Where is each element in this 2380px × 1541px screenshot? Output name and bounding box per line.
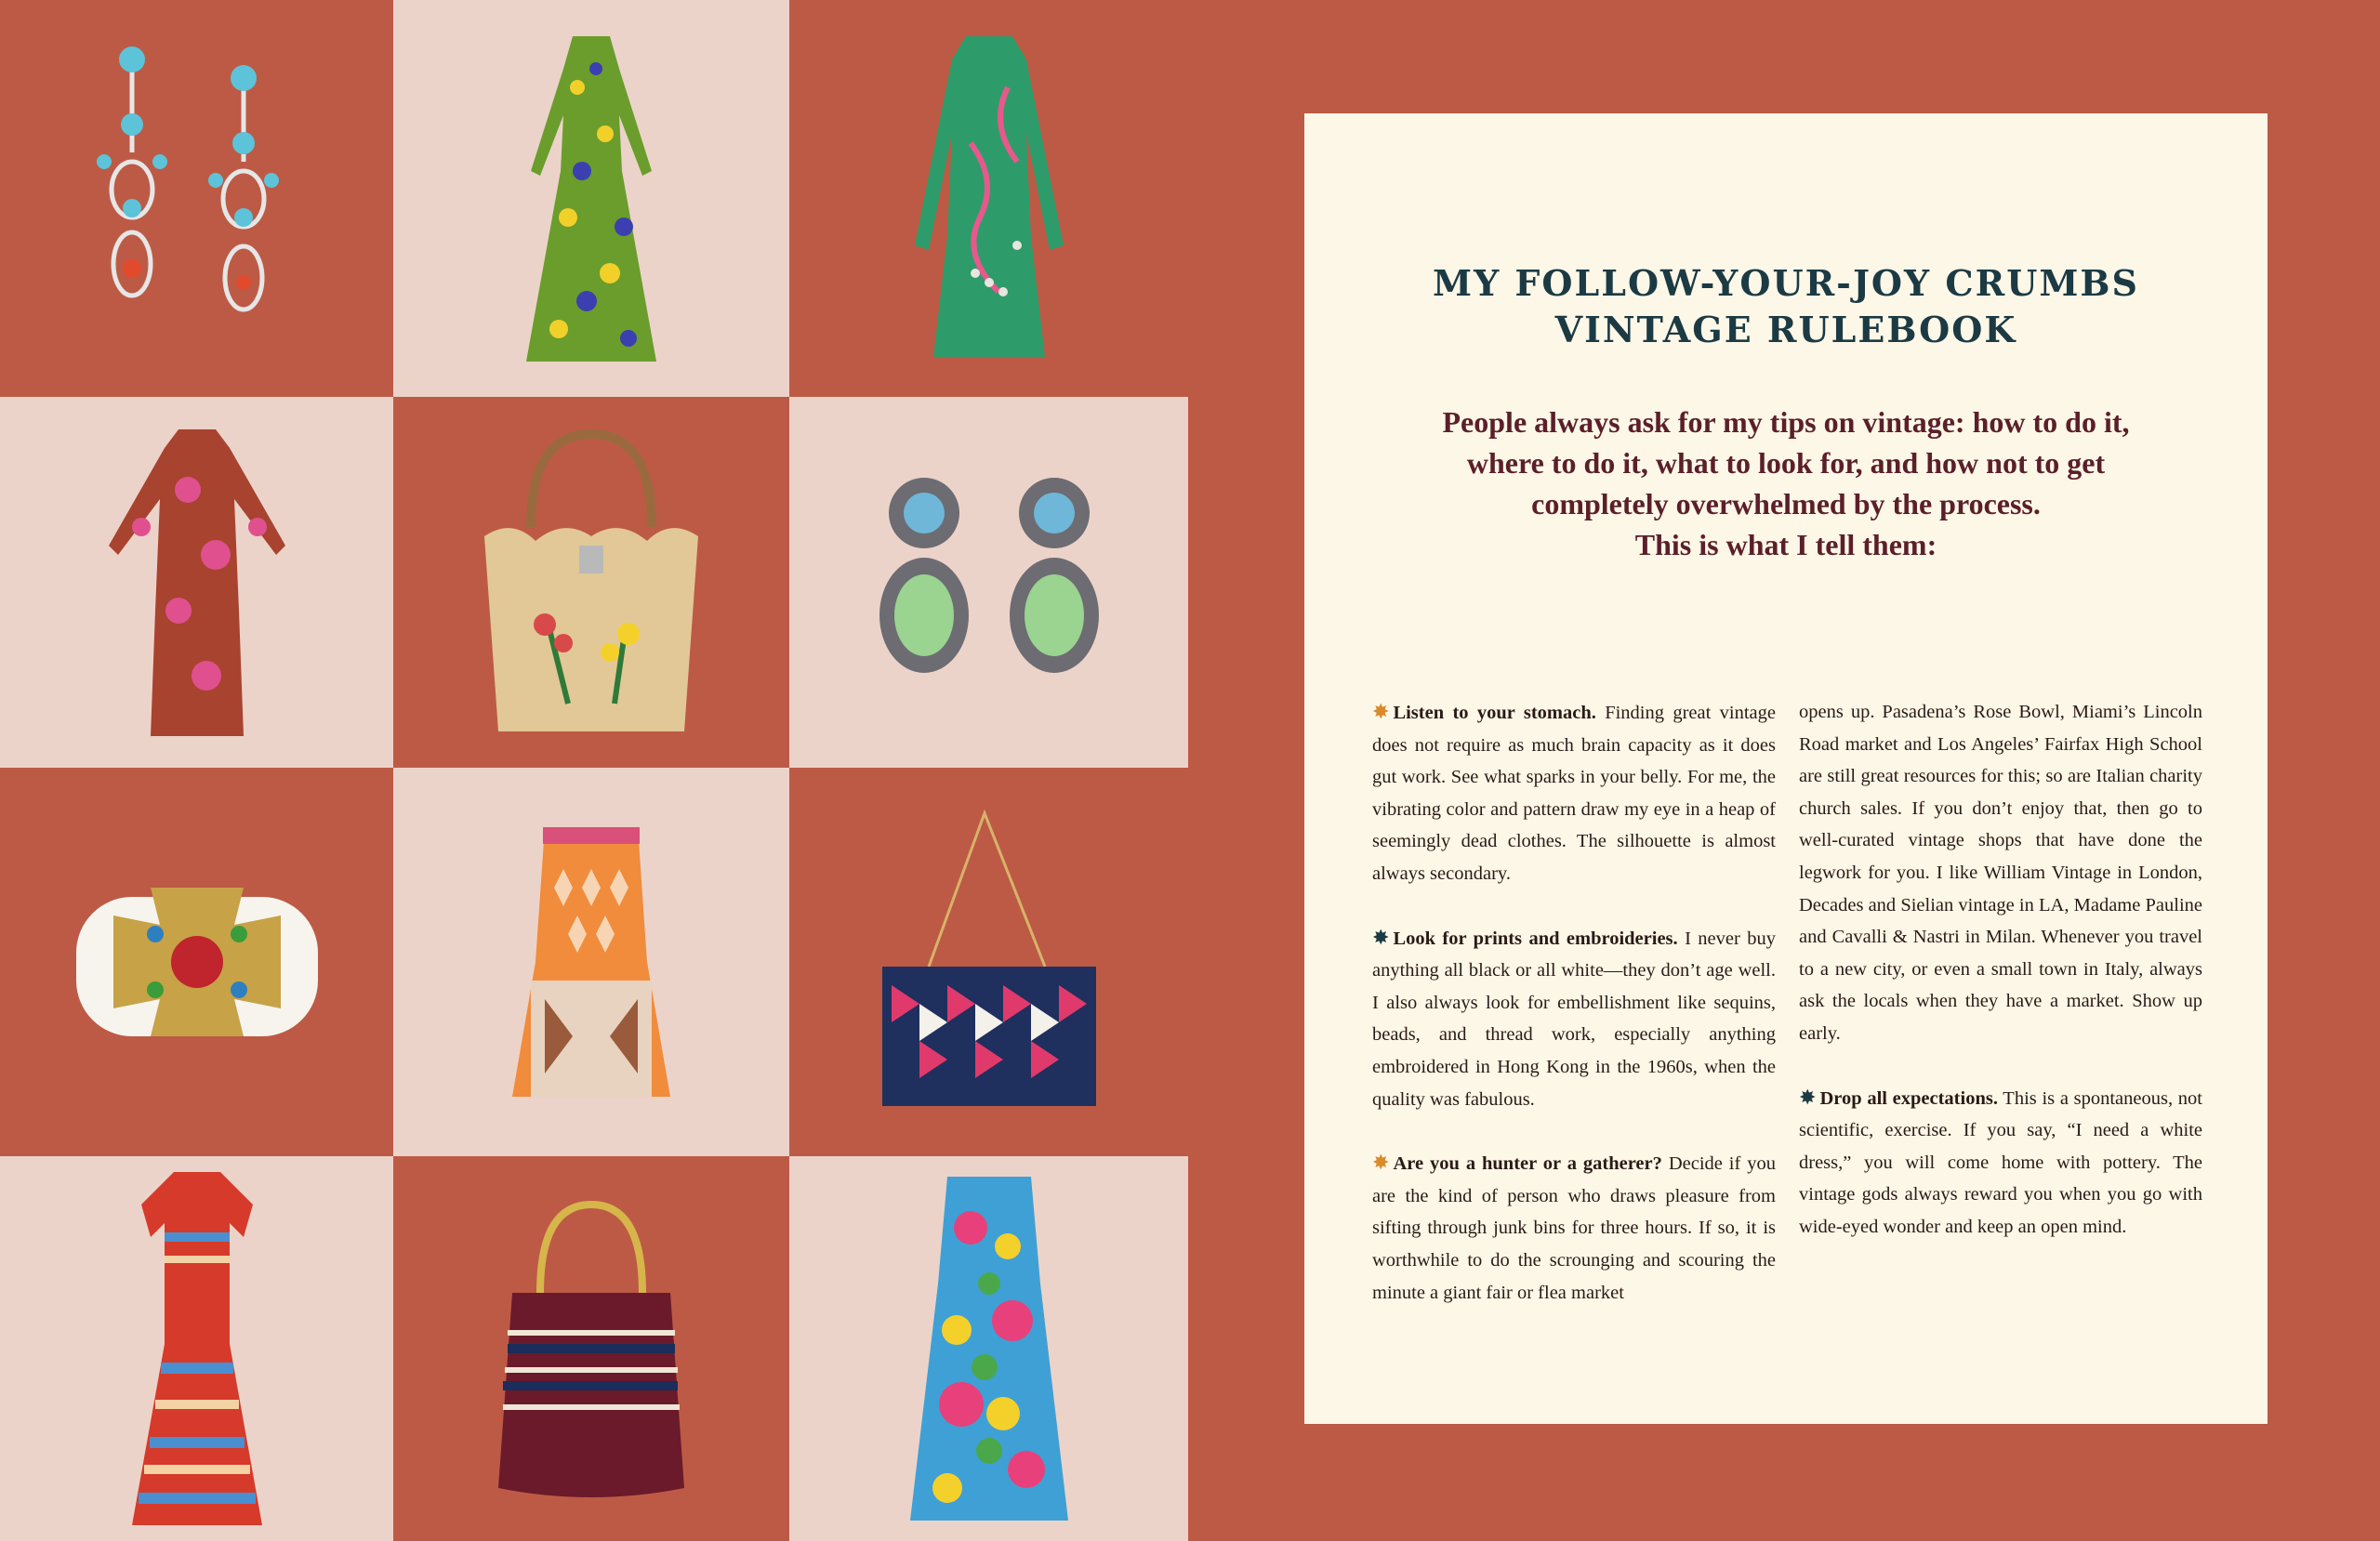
grid-cell-straw-basket-bag <box>393 397 789 768</box>
star-icon: ✸ <box>1799 1085 1817 1109</box>
floral-maxi-dress-image <box>522 32 661 366</box>
chevron-clutch-image <box>873 809 1105 1115</box>
tip-body: Decide if you are the kind of person who draws pleasure from sifting through junk bins for three hours. If so, it is worthwhile to do the scrounging and scouring the minute a giant fair or flea market <box>1372 1153 1776 1303</box>
tip-prints-embroideries <box>1372 922 1776 1116</box>
striped-dress-image <box>127 1167 267 1530</box>
drop-earrings-image <box>878 476 1101 690</box>
chandelier-earrings-image <box>76 22 318 375</box>
intro-line-2: where to do it, what to look for, and how not to get <box>1466 446 2106 480</box>
tip-heading: Are you a hunter or a gatherer? <box>1393 1153 1662 1175</box>
rulebook-panel <box>1304 113 2268 1424</box>
star-icon: ✸ <box>1372 1151 1390 1175</box>
striped-handbag-image <box>484 1191 698 1507</box>
grid-cell-psychedelic-skirt <box>789 1156 1188 1541</box>
star-icon: ✸ <box>1372 700 1390 723</box>
grid-cell-striped-dress <box>0 1156 393 1541</box>
page-title <box>1304 260 2268 353</box>
star-icon: ✸ <box>1372 925 1390 949</box>
tip-body: opens up. Pasadena’s Rose Bowl, Miami’s Lincoln Road market and Los Angeles’ Fairfax High School are still great resources for this; so are Italian charity church sales. If you don’t enjoy that, then go to well-curated vintage shops that have done the legwork for you. I like William Vintage in London, Decades and Sielian vintage in LA, Madame Pauline and Cavalli & Nastri in Milan. Whenever you travel to a new city, or even a small town in Italy, always ask the locals when they have a market. Show up early. <box>1799 702 2202 1044</box>
tip-drop-expectations <box>1799 1082 2202 1244</box>
intro-line-3: completely overwhelmed by the process. <box>1531 487 2041 520</box>
intro-line-1: People always ask for my tips on vintage: how to do it, <box>1442 405 2130 439</box>
straw-basket-bag-image <box>475 425 707 741</box>
tip-hunter-gatherer-continued <box>1799 696 2202 1050</box>
tip-heading: Listen to your stomach. <box>1393 703 1596 723</box>
tip-listen-to-stomach <box>1372 696 1776 890</box>
tip-body: This is a spontaneous, not scientific, exercise. If you say, “I need a white dress,” you will come home with pottery. The vintage gods always reward you when you go with wide-eyed wonder and keep an open mind. <box>1799 1087 2202 1237</box>
grid-cell-chandelier-earrings <box>0 0 393 397</box>
grid-cell-green-print-suit <box>789 0 1188 397</box>
grid-cell-drop-earrings <box>789 397 1188 768</box>
tip-body: I never buy anything all black or all white—they don’t age well. I also always look for embellishment like sequins, beads, and thread work, especially anything embroidered in Hong Kong in the 1960s, when the quality was fabulous. <box>1372 928 1776 1110</box>
intro-text <box>1360 402 2212 565</box>
tip-heading: Drop all expectations. <box>1819 1087 1998 1109</box>
tips-column-right <box>1799 696 2202 1275</box>
green-print-suit-image <box>906 32 1073 366</box>
tip-body: Finding great vintage does not require as much brain capacity as it does gut work. See what sparks in your belly. For me, the vibrating color and pattern draw my eye in a heap of seemingly dead clothes. The silhouette is almost always secondary. <box>1372 703 1776 884</box>
patterned-skirt-image <box>508 823 675 1101</box>
grid-cell-jeweled-cuff <box>0 768 393 1156</box>
tips-column-left <box>1372 696 1776 1340</box>
grid-cell-chevron-clutch <box>789 768 1188 1156</box>
grid-cell-floral-maxi-dress <box>393 0 789 397</box>
pink-kaftan-dress-image <box>104 425 290 741</box>
title-line-2: VINTAGE RULEBOOK <box>1554 309 2017 350</box>
grid-cell-patterned-skirt <box>393 768 789 1156</box>
tip-heading: Look for prints and embroideries. <box>1393 928 1678 949</box>
grid-cell-striped-handbag <box>393 1156 789 1541</box>
intro-line-4: This is what I tell them: <box>1634 528 1937 561</box>
grid-cell-pink-kaftan-dress <box>0 397 393 768</box>
product-grid <box>0 0 1188 1541</box>
jeweled-cuff-image <box>67 869 327 1055</box>
title-line-1: MY FOLLOW-YOUR-JOY CRUMBS <box>1433 262 2139 304</box>
tips-columns <box>1369 696 2208 1347</box>
psychedelic-skirt-image <box>906 1172 1073 1525</box>
tip-hunter-gatherer <box>1372 1147 1776 1309</box>
